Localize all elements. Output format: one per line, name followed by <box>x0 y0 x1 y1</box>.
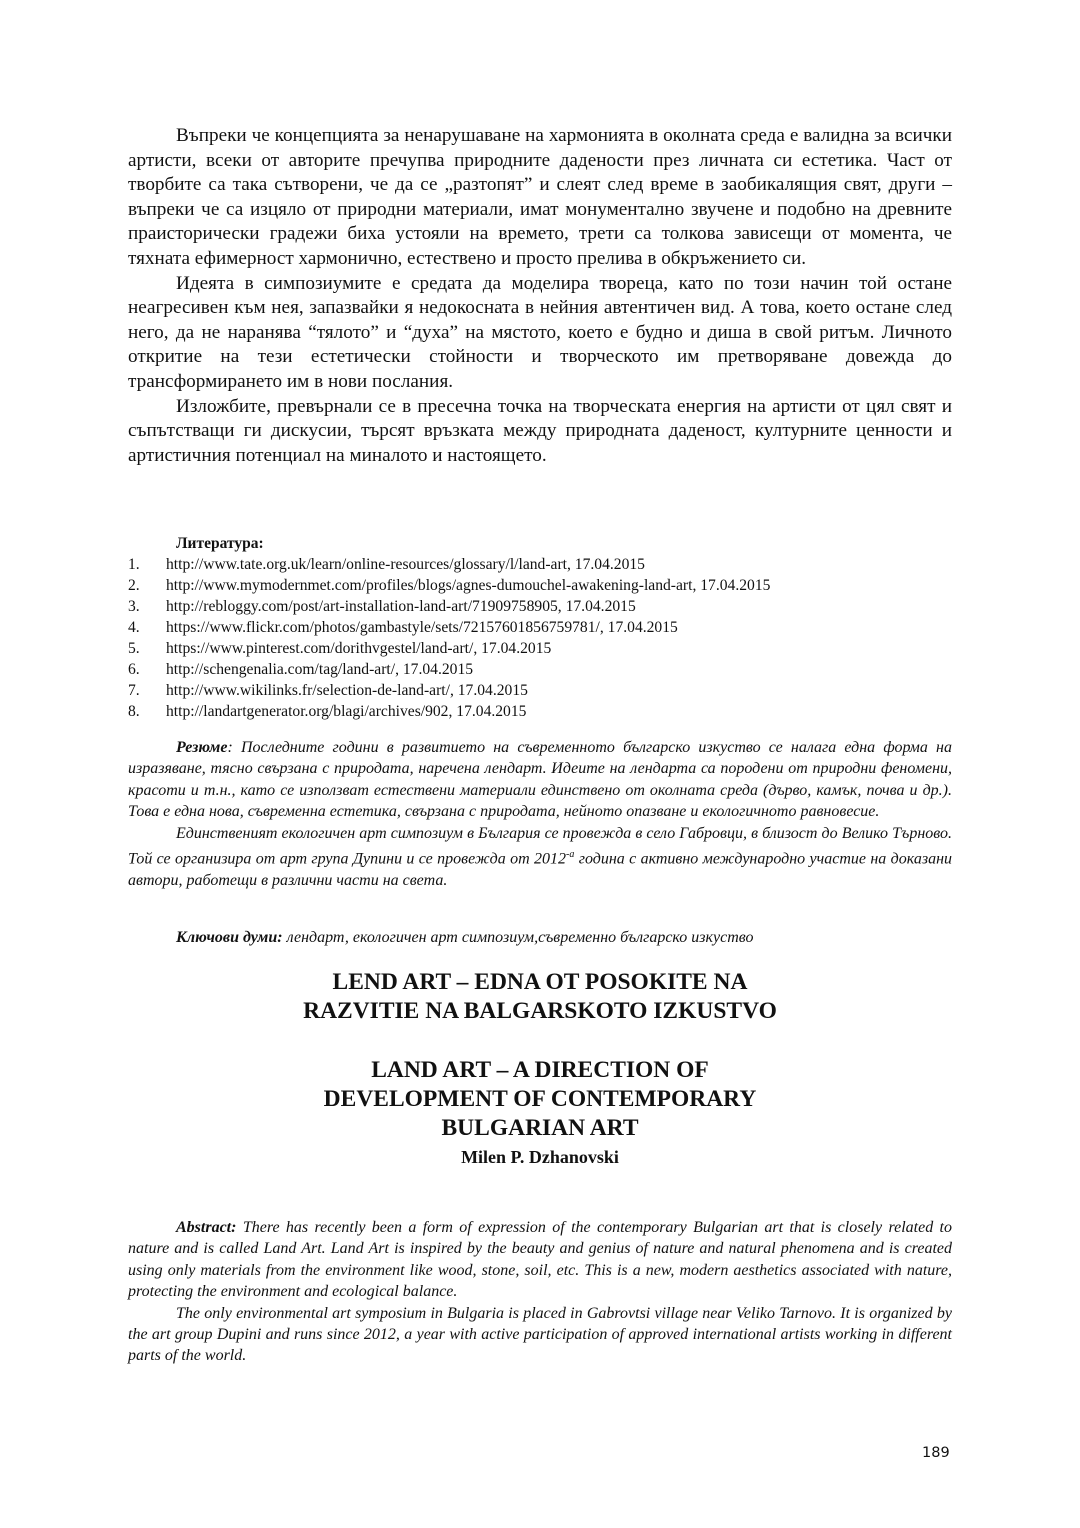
reference-number: 5. <box>128 640 140 657</box>
body-paragraph: Идеята в симпозиумите е средата да моделира твореца, като по този начин той остане неагресивен към нея, запазвайки я недокосната в нейния автентичен вид. А това, което остане след него, да не наранява “тялото” и “духа” на мястото, което е будно и диша в свой ритъм. Личното откритие на тези естетически стойности и творческото им претворяване довежда до трансформирането им в нови послания. <box>128 272 952 392</box>
reference-link[interactable]: http://landartgenerator.org/blagi/archives/902, 17.04.2015 <box>166 703 527 720</box>
reference-link[interactable]: http://rebloggy.com/post/art-installation-land-art/71909758905, 17.04.2015 <box>166 598 636 615</box>
reference-link[interactable]: http://www.mymodernmet.com/profiles/blogs/agnes-dumouchel-awakening-land-art, 17.04.2015 <box>166 577 771 594</box>
reference-link[interactable]: https://www.pinterest.com/dorithvgestel/land-art/, 17.04.2015 <box>166 640 552 657</box>
resume-paragraph <box>128 737 952 823</box>
body-paragraph: Въпреки че концепцията за ненарушаване на хармонията в околната среда е валидна за всички артисти, всеки от авторите пречупва природните дадености през личната си естетика. Част от творбите са така сътворени, че да се „разтопят” и слеят след време в заобикалящия свят, други – въпреки че са изцяло от природни материали, имат монументално звучене и подобно на древните праисторически градежи биха устояли на времето, трети са толкова зависещи от момента, че тяхната ефимерност хармонично, естествено и просто прелива в обкръжението си. <box>128 125 952 269</box>
body-paragraph: Изложбите, превърнали се в пресечна точка на творческата енергия на артисти от цял свят и съпътстващи ги дискусии, търсят връзката между природната даденост, културните ценности и артистичния потенциал на миналото и настоящето. <box>128 395 952 466</box>
author-name: Milen P. Dzhanovski <box>461 1147 619 1167</box>
resume-text: : Последните години в развитието на съвременното българско изкуство се налага една форма на изразяване, тясно свързана с природата, наречена лендарт. Идеите на лендарта са породени от природни феномени, красоти и т.н., като се използват естествени материали единствено от околната среда (дърво, камък, почва и др.). Това е една нова, съвременна естетика, свързана с природата, нейното опазване и екологичното равновесие. <box>128 739 952 821</box>
page-number: 189 <box>922 1445 950 1461</box>
resume-text: година с активно международно участие на доказани автори, работещи в различни части на света. <box>128 850 953 889</box>
reference-link[interactable]: http://schengenalia.com/tag/land-art/, 17.04.2015 <box>166 661 474 678</box>
reference-item <box>128 638 952 659</box>
reference-number: 3. <box>128 598 140 615</box>
reference-link[interactable]: http://www.wikilinks.fr/selection-de-land-art/, 17.04.2015 <box>166 682 528 699</box>
keywords-section <box>128 927 952 948</box>
references-section <box>128 534 952 722</box>
title-english: LAND ART – A DIRECTION OF DEVELOPMENT OF CONTEMPORARY BULGARIAN ART <box>323 1057 757 1141</box>
abstract-paragraph <box>128 1217 952 1303</box>
reference-number: 1. <box>128 556 140 573</box>
reference-item <box>128 554 952 575</box>
reference-item <box>128 575 952 596</box>
reference-number: 4. <box>128 619 140 636</box>
reference-link[interactable]: https://www.flickr.com/photos/gambastyle/sets/72157601856759781/, 17.04.2015 <box>166 619 678 636</box>
body-text <box>128 124 952 468</box>
reference-item <box>128 659 952 680</box>
reference-item <box>128 680 952 701</box>
reference-number: 7. <box>128 682 140 699</box>
abstract-paragraph: The only environmental art symposium in Bulgaria is placed in Gabrovtsi village near Veliko Tarnovo. It is organized by the art group Dupini and runs since 2012, a year with active participation of approved international artists working in different parts of the world. <box>128 1304 952 1365</box>
references-list <box>128 554 952 722</box>
reference-number: 8. <box>128 703 140 720</box>
references-heading: Литература: <box>176 535 264 552</box>
reference-item <box>128 596 952 617</box>
abstract-section <box>128 1217 952 1367</box>
keywords-label: Ключови думи: <box>176 929 283 946</box>
keywords-line <box>128 927 952 948</box>
reference-link[interactable]: http://www.tate.org.uk/learn/online-resources/glossary/l/land-art, 17.04.2015 <box>166 556 645 573</box>
abstract-text: There has recently been a form of expression of the contemporary Bulgarian art that is closely related to nature and is called Land Art. Land Art is inspired by the beauty and genius of nature and natural phenomena and is created using only materials from the environment like wood, stone, soil, etc. This is a new, modern aesthetics associated with nature, protecting the environment and ecological balance. <box>128 1219 952 1301</box>
resume-text: Единственият екологичен арт симпозиум в България се провежда в село Габровци, в близост до Велико Търново. Той се организира от арт група Дупини и се провежда от 2012 <box>128 824 952 868</box>
resume-section <box>128 737 952 891</box>
resume-label: Резюме <box>176 739 228 756</box>
abstract-label: Abstract: <box>176 1219 237 1236</box>
resume-paragraph <box>128 823 952 892</box>
reference-item <box>128 701 952 722</box>
reference-number: 2. <box>128 577 140 594</box>
title-bulgarian-translit: LEND ART – EDNA OT POSOKITE NA RAZVITIE NA BALGARSKOTO IZKUSTVO <box>303 969 777 1024</box>
keywords-text: лендарт, екологичен арт симпозиум,съвременно българско изкуство <box>282 929 754 946</box>
reference-item <box>128 617 952 638</box>
reference-number: 6. <box>128 661 140 678</box>
ordinal-suffix: -а <box>566 849 575 861</box>
